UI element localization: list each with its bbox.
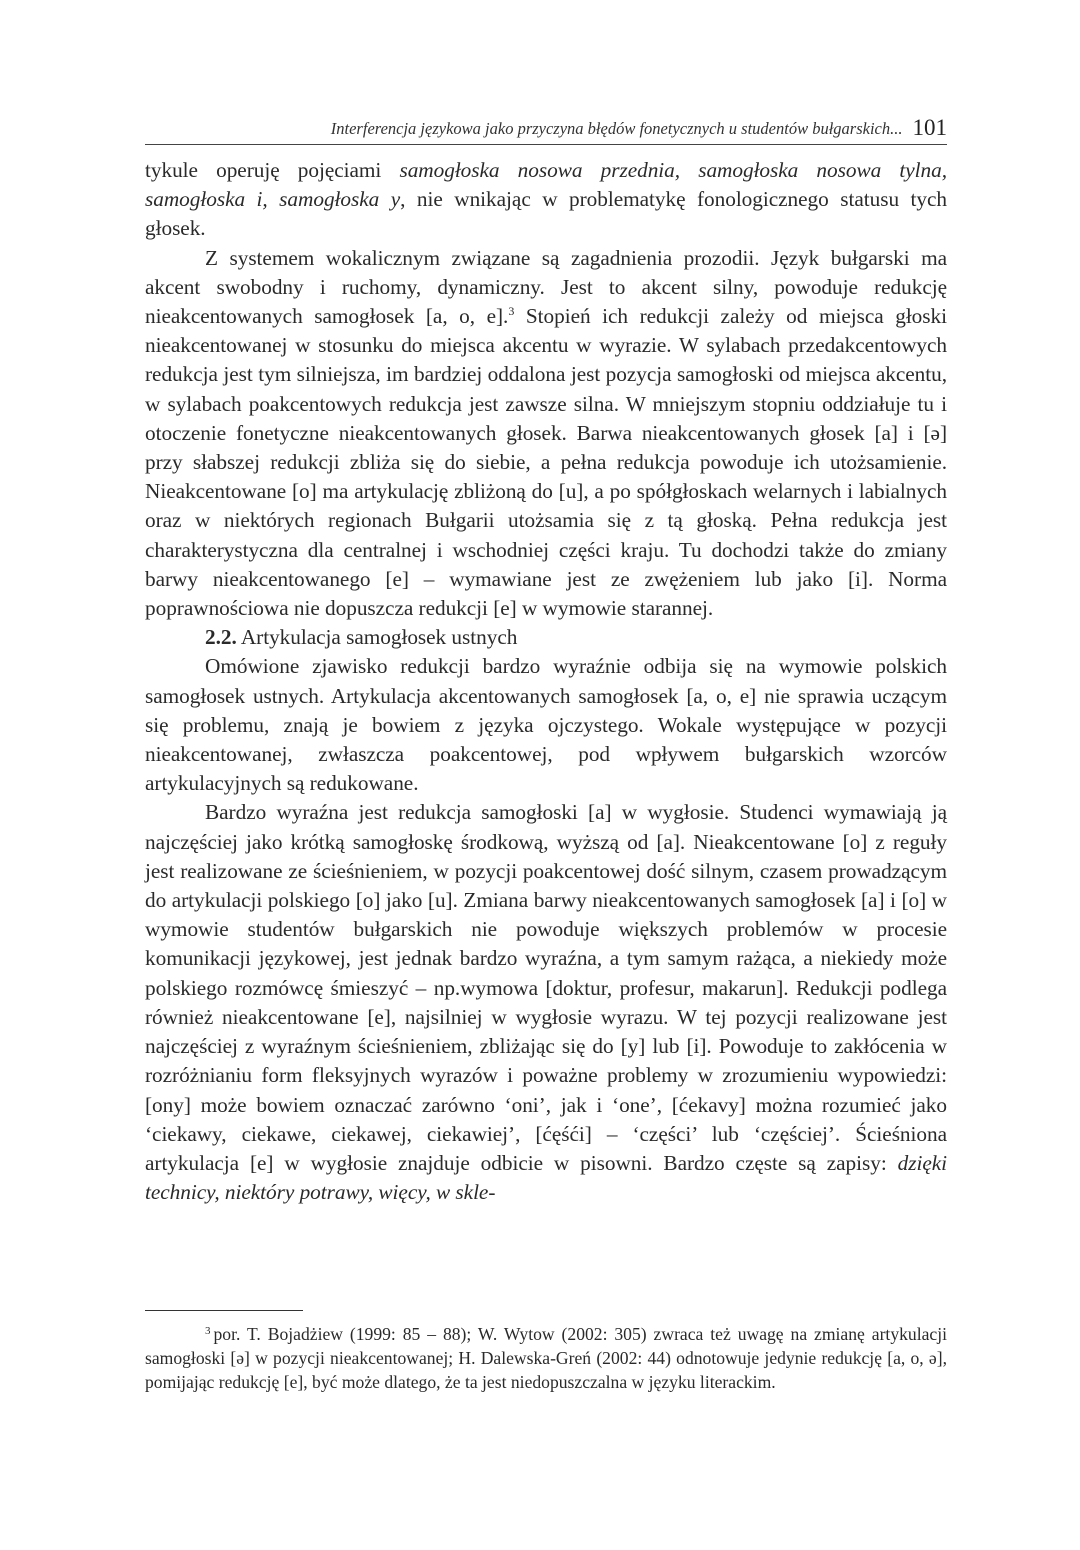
paragraph-4-text: Bardzo wyraźna jest redukcja samogłoski [a] w wygłosie. Studenci wymawiają ją najczęściej jako krótką samogłoskę środkową, wyższą od [a]. Nieakcentowane [o] z reguły jest realizowane ze ścieśnieniem, w pozycji poakcentowej dość silnym, czasem prowadzącym do artykulacji polskiego [o] jako [u]. Zmiana barwy nieakcentowanych samogłosek [a] i [o] w wymowie studentów bułgarskich nie powoduje większych problemów w procesie komunikacji językowej, jest jednak bardzo wyraźna, a tym samym rażąca, a niekiedy może polskiego rozmówcę śmieszyć – np.wymowa [doktur, profesur, makarun]. Redukcji podlega również nieakcentowane [e], najsilniej w wygłosie wyrazu. W tej pozycji realizowane jest najczęściej z wyraźnym ścieśnieniem, zbliżając się do [y] lub [i]. Powoduje to zakłócenia w rozróżnianiu form fleksyjnych wyrazów i poważne problemy w zrozumieniu wypowiedzi: [ony] może bowiem oznaczać zarówno ‘oni’, jak i ‘one’, [ćekavy] można rozumieć jako ‘ciekawy, ciekawe, ciekawej, ciekawiej’, [ćęśći] – ‘części’ lub ‘częściej’. Ścieśniona artykulacja [e] w wygłosie znajduje odbicie w pisowni. Bardzo częste są zapisy: bbox=[145, 800, 947, 1175]
paragraph-1-text-end: , nie wnikając w problematykę fonologicznego statusu tych głosek. bbox=[145, 187, 947, 241]
paragraph-2-text: Z systemem wokalicznym związane są zagadnienia prozodii. Język bułgarski ma akcent swobodny i ruchomy, dynamiczny. Jest to akcent silny, powoduje redukcję nieakcentowanych samogłosek [a, o, e]. bbox=[145, 245, 947, 329]
section-heading bbox=[145, 623, 947, 652]
section-number: 2.2. bbox=[205, 625, 237, 650]
footnote-text: por. T. Bojadżiew (1999: 85 – 88); W. Wytow (2002: 305) zwraca też uwagę na zmianę artykulacji samogłoski [ə] w pozycji nieakcentowanej; H. Dalewska-Greń (2002: 44) odnotowuje jedynie redukcję [a, o, ə], pomijając redukcję [e], być może dlatego, że ta jest niedopuszczalna w języku literackim. bbox=[145, 1324, 947, 1392]
paragraph-3: Omówione zjawisko redukcji bardzo wyraźnie odbija się na wymowie polskich samogłosek ustnych. Artykulacja akcentowanych samogłosek [a, o, e] nie sprawia uczącym się problemu, znają je bowiem z języka ojczystego. Wokale występujące w pozycji nieakcentowanej, zwłaszcza poakcentowej, pod wpływem bułgarskich wzorców artykulacyjnych są redukowane. bbox=[145, 654, 947, 796]
paragraph-4-italic: dzięki technicy, niektóry potrawy, więcy, w skle- bbox=[145, 1150, 947, 1205]
paragraph-2 bbox=[145, 244, 947, 624]
page-number: 101 bbox=[912, 115, 947, 140]
paragraph-1-text: tykule operuję pojęciami bbox=[145, 158, 400, 182]
paragraph-1 bbox=[145, 156, 947, 244]
footnote bbox=[145, 1322, 947, 1394]
body-text bbox=[145, 156, 947, 1207]
running-title: Interferencja językowa jako przyczyna błędów fonetycznych u studentów bułgarskich... bbox=[330, 119, 903, 138]
footnote-number: 3 bbox=[205, 1325, 211, 1337]
paragraph-1-italic: samogłoska nosowa przednia, samogłoska nosowa tylna, samogłoska i, samogłoska y bbox=[145, 158, 947, 212]
footnote-reference[interactable]: 3 bbox=[508, 304, 515, 319]
running-head bbox=[145, 114, 947, 145]
section-title: Artykulacja samogłosek ustnych bbox=[236, 625, 518, 650]
paragraph-2-text-end: Stopień ich redukcji zależy od miejsca głoski nieakcentowanej w stosunku do miejsca akcentu w wyrazie. W sylabach przedakcentowych redukcja jest tym silniejsza, im bardziej oddalona jest pozycja samogłoski od miejsca akcentu, w sylabach poakcentowych redukcja jest zawsze silna. W mniejszym stopniu oddziałuje tu i otoczenie fonetyczne nieakcentowanych głosek. Barwa nieakcentowanych głosek [a] i [ə] przy słabszej redukcji zbliża się do siebie, a pełna redukcja powoduje ich utożsamienie. Nieakcentowane [o] ma artykulację zbliżoną do [u], a po spółgłoskach welarnych i labialnych oraz w niektórych regionach Bułgarii utożsamia się z tą głoską. Pełna redukcja jest charakterystyczna dla centralnej i wschodniej części kraju. Tu dochodzi także do zmiany barwy nieakcentowanego [e] – wymawiane jest ze zwężeniem lub jako [i]. Norma poprawnościowa nie dopuszcza redukcji [e] w wymowie starannej. bbox=[145, 304, 947, 621]
footnote-separator bbox=[145, 1310, 303, 1311]
paragraph-4 bbox=[145, 798, 947, 1207]
